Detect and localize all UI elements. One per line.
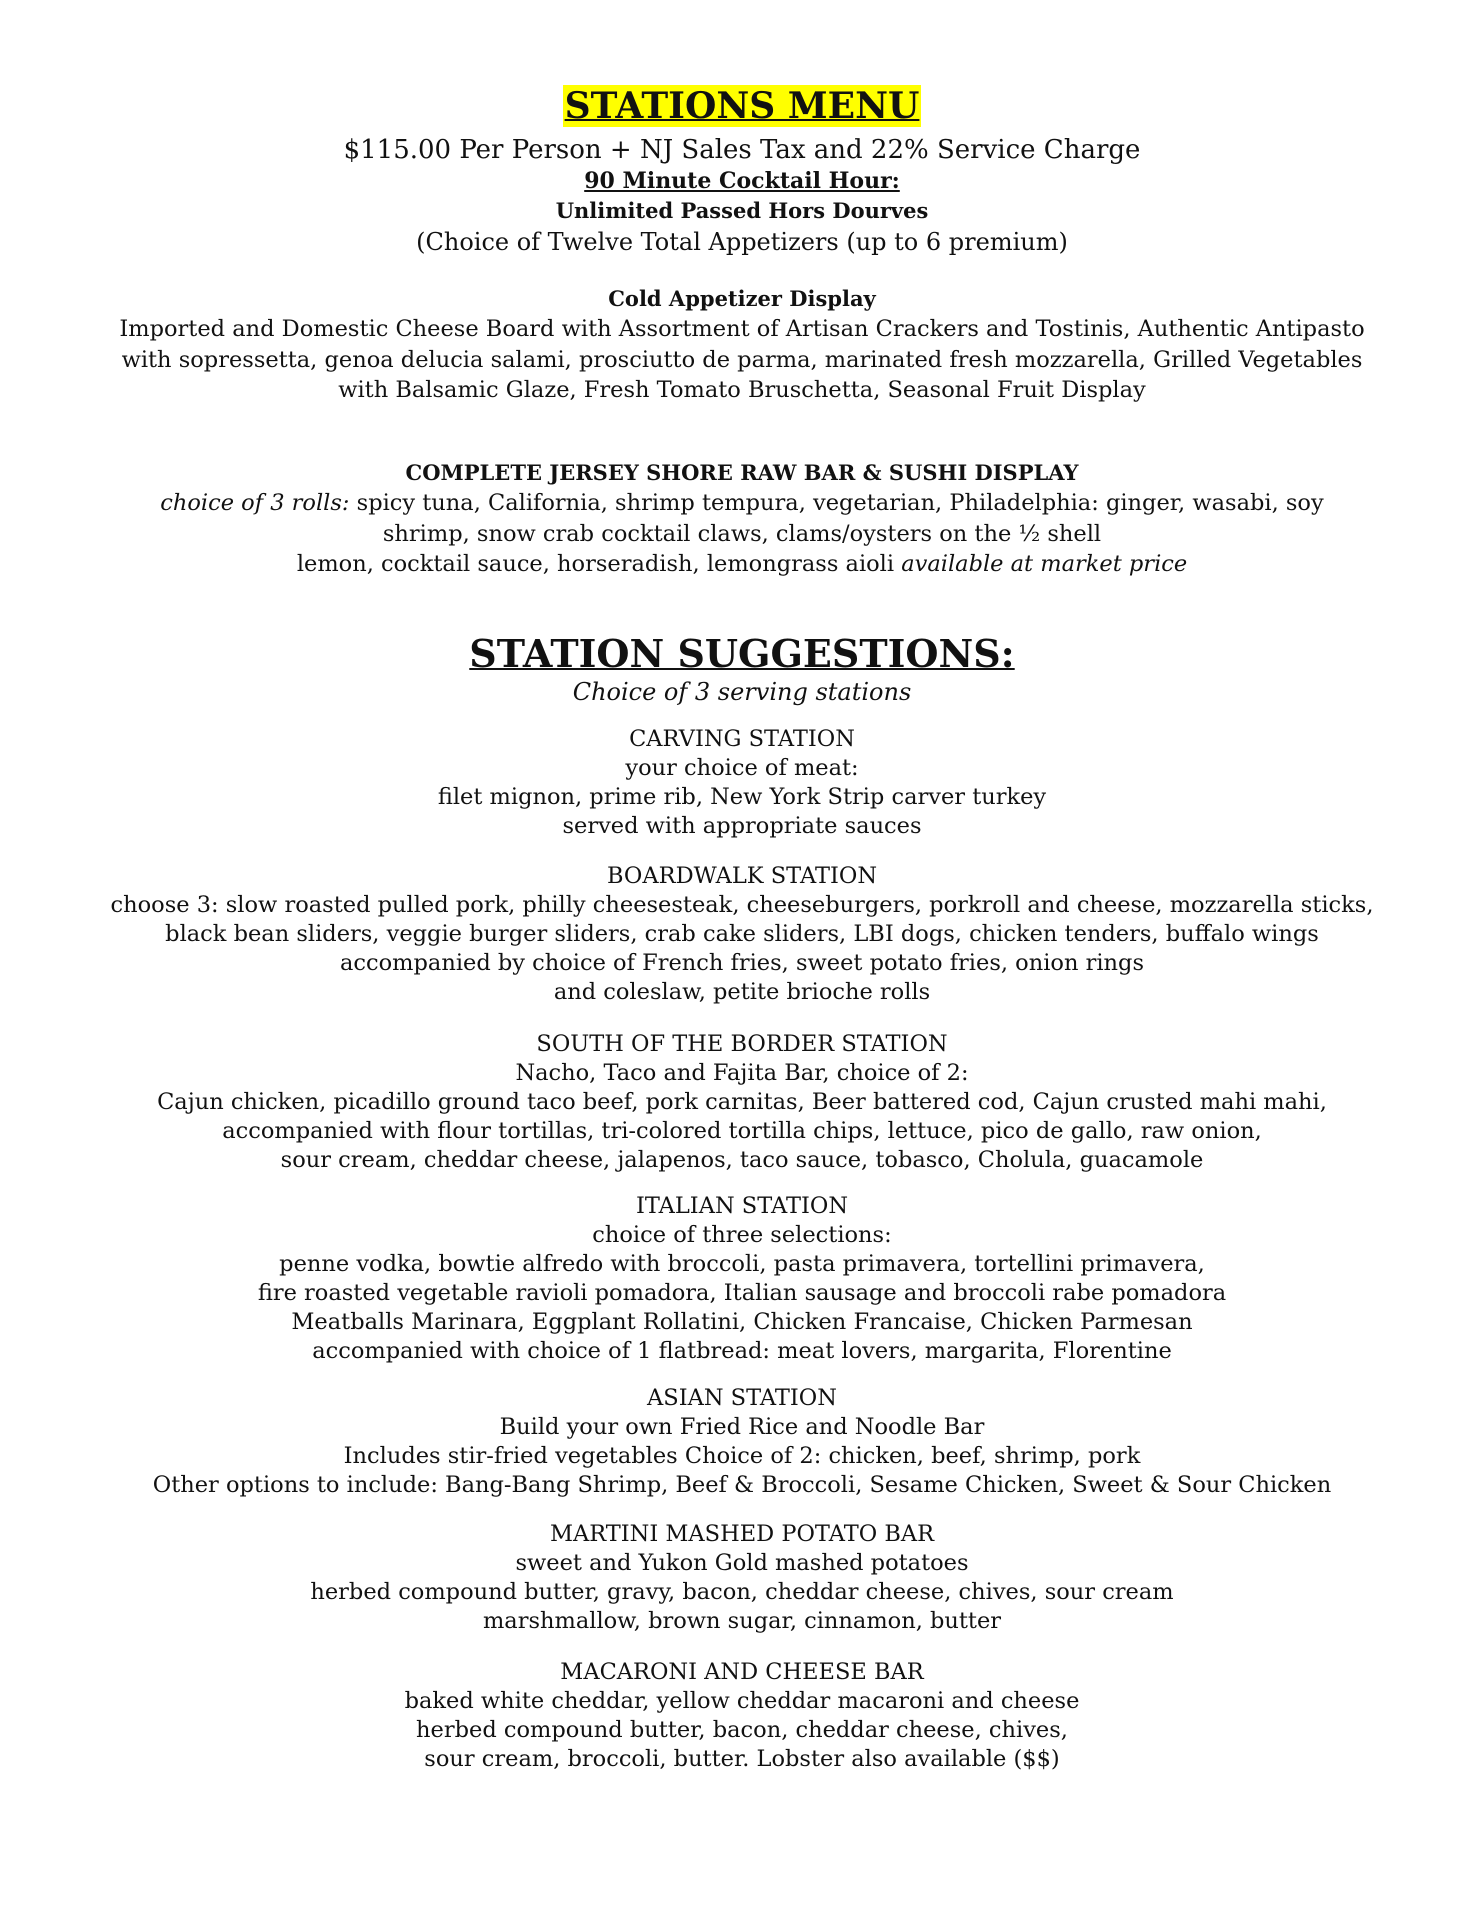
station-macaroni-and-cheese-bar	[0, 1658, 1484, 1774]
cocktail-hour-heading: 90 Minute Cocktail Hour:	[584, 168, 900, 194]
station-name: BOARDWALK STATION	[606, 863, 878, 889]
station-line: herbed compound butter, gravy, bacon, cheddar cheese, chives, sour cream	[310, 1579, 1174, 1605]
raw-bar-sauces: lemon, cocktail sauce, horseradish, lemongrass aioli	[296, 551, 902, 577]
raw-bar-rolls-list: spicy tuna, California, shrimp tempura, vegetarian, Philadelphia: ginger, wasabi, soy	[349, 490, 1324, 516]
raw-bar-market-price: available at market price	[901, 551, 1188, 577]
station-martini-mashed-potato-bar	[0, 1520, 1484, 1636]
station-name: ASIAN STATION	[647, 1385, 837, 1411]
suggestions-heading: STATION SUGGESTIONS:	[469, 631, 1015, 676]
raw-bar-line-1	[0, 488, 1484, 519]
station-line: Meatballs Marinara, Eggplant Rollatini, Chicken Francaise, Chicken Parmesan	[291, 1309, 1193, 1335]
station-name: CARVING STATION	[629, 726, 855, 752]
cocktail-hour-note: (Choice of Twelve Total Appetizers (up to 6 premium)	[416, 228, 1068, 256]
station-line: accompanied with flour tortillas, tri-colored tortilla chips, lettuce, pico de gallo, raw onion,	[222, 1118, 1262, 1144]
station-line: herbed compound butter, bacon, cheddar cheese, chives,	[416, 1717, 1068, 1743]
raw-bar-line-2: shrimp, snow crab cocktail claws, clams/oysters on the ½ shell	[382, 520, 1102, 547]
station-line: served with appropriate sauces	[562, 813, 922, 839]
station-italian	[0, 1192, 1484, 1366]
station-line: accompanied by choice of French fries, sweet potato fries, onion rings	[340, 950, 1144, 976]
station-line: Nacho, Taco and Fajita Bar, choice of 2:	[515, 1060, 969, 1086]
pricing-line: $115.00 Per Person + NJ Sales Tax and 22% Service Charge	[343, 135, 1141, 165]
station-boardwalk	[0, 862, 1484, 1007]
station-line: Cajun chicken, picadillo ground taco beef, pork carnitas, Beer battered cod, Cajun crusted mahi mahi,	[157, 1089, 1327, 1115]
station-line: Other options to include: Bang-Bang Shrimp, Beef & Broccoli, Sesame Chicken, Sweet & Sour Chicken	[152, 1472, 1332, 1498]
station-line: penne vodka, bowtie alfredo with broccoli, pasta primavera, tortellini primavera,	[279, 1251, 1205, 1277]
station-line: choose 3: slow roasted pulled pork, philly cheesesteak, cheeseburgers, porkroll and cheese, mozzarella sticks,	[110, 892, 1374, 918]
pricing-section	[0, 134, 1484, 258]
station-line: sweet and Yukon Gold mashed potatoes	[515, 1550, 969, 1576]
station-line: black bean sliders, veggie burger sliders, crab cake sliders, LBI dogs, chicken tenders, buffalo wings	[165, 921, 1319, 947]
station-name: ITALIAN STATION	[635, 1193, 849, 1219]
cocktail-hour-subheading: Unlimited Passed Hors Dourves	[555, 198, 929, 223]
station-line: and coleslaw, petite brioche rolls	[553, 979, 931, 1005]
station-name: MARTINI MASHED POTATO BAR	[549, 1521, 935, 1547]
station-name: MACARONI AND CHEESE BAR	[560, 1659, 924, 1685]
suggestions-section	[0, 632, 1484, 708]
cold-display-heading: Cold Appetizer Display	[608, 286, 876, 311]
menu-title	[0, 84, 1484, 128]
station-line: choice of three selections:	[592, 1222, 892, 1248]
station-carving	[0, 725, 1484, 841]
station-name: SOUTH OF THE BORDER STATION	[536, 1031, 948, 1057]
station-line: sour cream, cheddar cheese, jalapenos, taco sauce, tobasco, Cholula, guacamole	[280, 1147, 1204, 1173]
station-south-of-the-border	[0, 1030, 1484, 1175]
raw-bar-line-3	[0, 549, 1484, 580]
station-line: marshmallow, brown sugar, cinnamon, butter	[482, 1608, 1002, 1634]
station-line: filet mignon, prime rib, New York Strip carver turkey	[437, 784, 1047, 810]
menu-title-text: STATIONS MENU	[564, 85, 920, 127]
station-line: accompanied with choice of 1 flatbread: meat lovers, margarita, Florentine	[312, 1338, 1172, 1364]
raw-bar-section	[0, 458, 1484, 580]
station-line: Includes stir-fried vegetables Choice of 2: chicken, beef, shrimp, pork	[343, 1443, 1141, 1469]
suggestions-subheading: Choice of 3 serving stations	[572, 678, 912, 706]
station-line: Build your own Fried Rice and Noodle Bar	[499, 1414, 985, 1440]
raw-bar-rolls-label: choice of 3 rolls:	[160, 490, 350, 516]
cold-display-line: with Balsamic Glaze, Fresh Tomato Bruschetta, Seasonal Fruit Display	[338, 377, 1146, 403]
station-line: sour cream, broccoli, butter. Lobster also available ($$)	[424, 1746, 1060, 1772]
station-line: your choice of meat:	[625, 755, 859, 781]
station-line: fire roasted vegetable ravioli pomadora, Italian sausage and broccoli rabe pomadora	[257, 1280, 1227, 1306]
raw-bar-heading: COMPLETE JERSEY SHORE RAW BAR & SUSHI DISPLAY	[405, 460, 1079, 485]
cold-display-line: with sopressetta, genoa delucia salami, prosciutto de parma, marinated fresh mozzarella, Grilled Vegetables	[121, 346, 1363, 373]
cold-display-line: Imported and Domestic Cheese Board with Assortment of Artisan Crackers and Tostinis, Authentic Antipasto	[119, 316, 1365, 342]
station-line: baked white cheddar, yellow cheddar macaroni and cheese	[404, 1688, 1080, 1714]
cold-display-section	[0, 284, 1484, 406]
station-asian	[0, 1384, 1484, 1500]
